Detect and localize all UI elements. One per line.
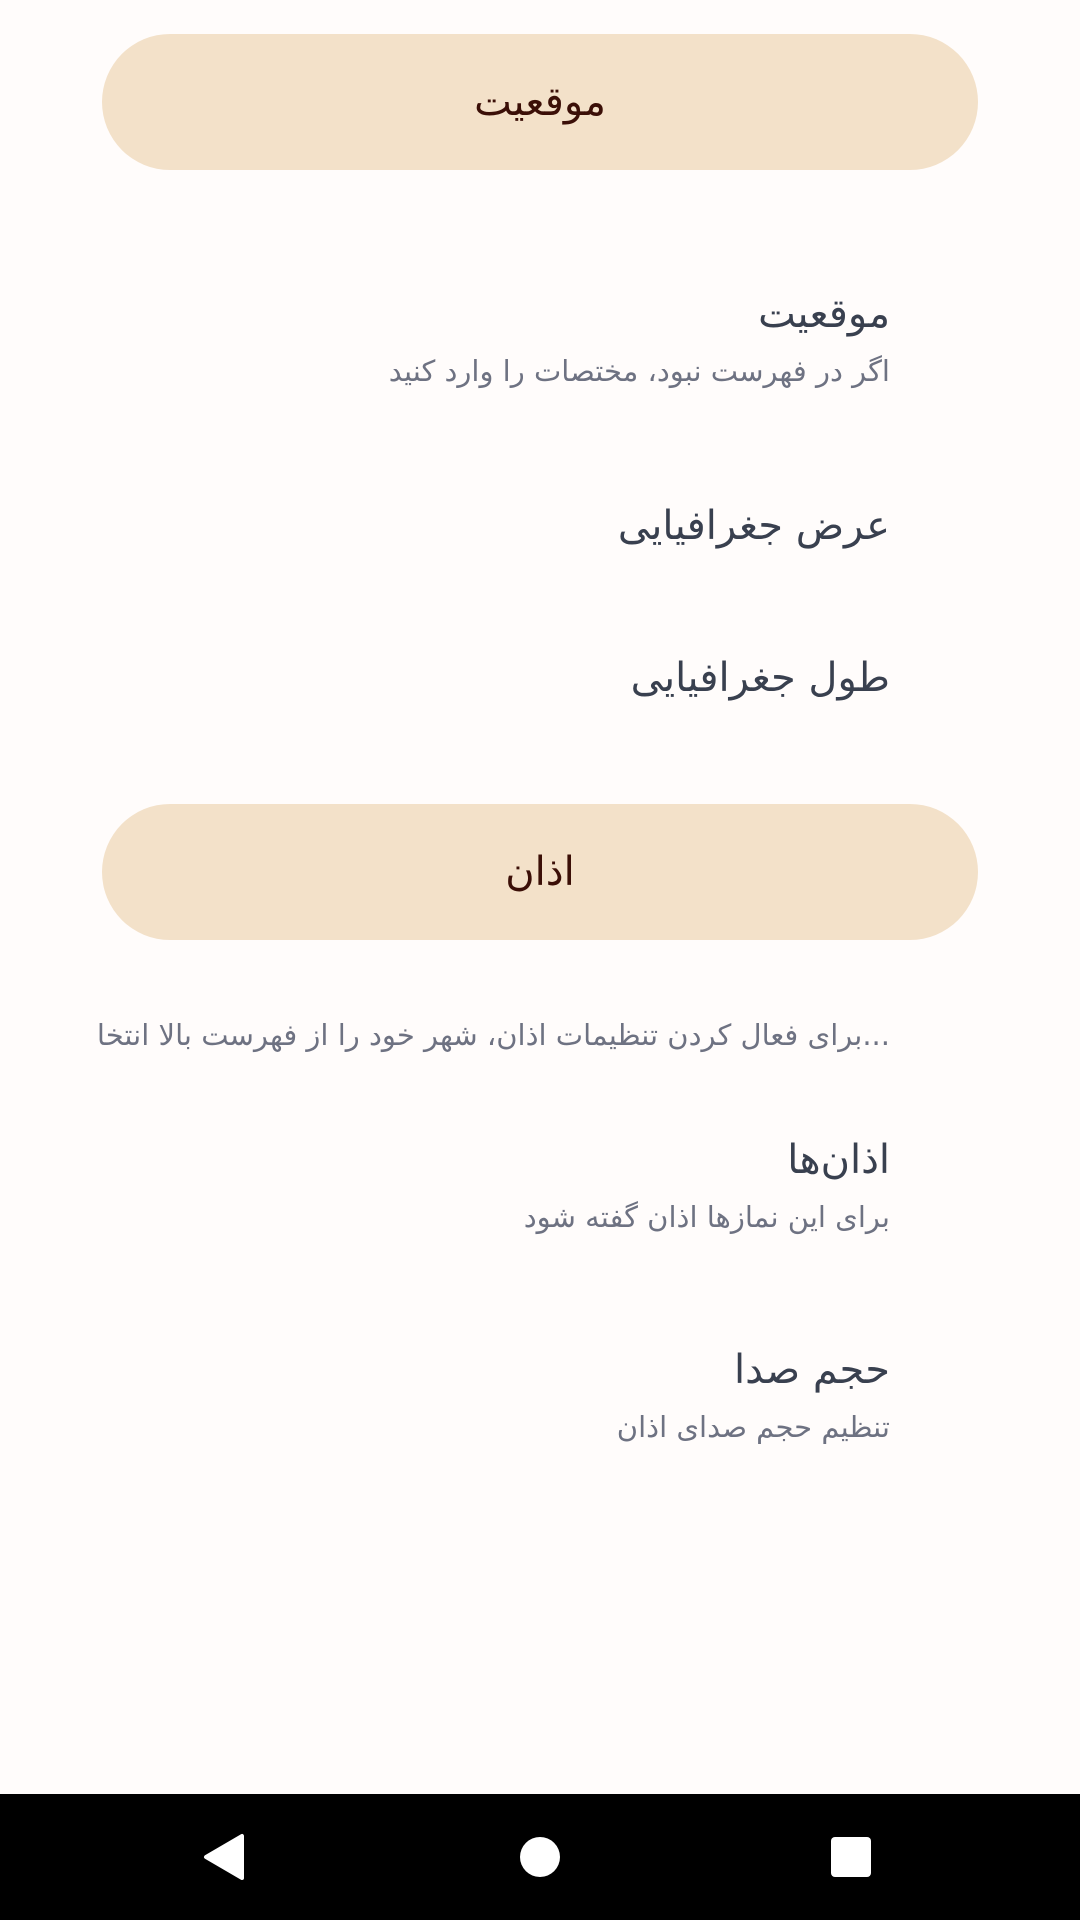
back-button[interactable] — [192, 1824, 258, 1890]
latitude-preference-title: عرض جغرافیایی — [617, 503, 890, 549]
volume-preference-title: حجم صدا — [734, 1347, 890, 1393]
location-preference[interactable] — [40, 290, 890, 390]
recents-square-icon — [826, 1832, 876, 1882]
adhans-preference[interactable] — [40, 1136, 890, 1236]
location-preference-title: موقعیت — [758, 291, 890, 337]
longitude-preference-title: طول جغرافیایی — [630, 655, 890, 701]
volume-preference-summary: تنظیم حجم صدای اذان — [616, 1410, 890, 1444]
system-navigation-bar — [0, 1794, 1080, 1920]
adhan-info-text: ...برای فعال کردن تنظیمات اذان، شهر خود را از فهرست بالا انتخا — [96, 1018, 890, 1052]
adhans-preference-summary: برای این نمازها اذان گفته شود — [523, 1200, 890, 1234]
adhans-preference-title: اذان‌ها — [787, 1137, 890, 1183]
home-circle-icon — [515, 1832, 565, 1882]
location-preference-summary: اگر در فهرست نبود، مختصات را وارد کنید — [388, 354, 890, 388]
adhan-section-label: اذان — [505, 849, 575, 895]
volume-preference[interactable] — [40, 1346, 890, 1446]
back-triangle-icon — [200, 1832, 250, 1882]
recents-button[interactable] — [818, 1824, 884, 1890]
latitude-preference[interactable] — [40, 502, 890, 550]
adhan-section-header[interactable] — [102, 804, 978, 940]
home-button[interactable] — [507, 1824, 573, 1890]
location-section-label: موقعیت — [474, 79, 606, 125]
location-section-header[interactable] — [102, 34, 978, 170]
longitude-preference[interactable] — [40, 654, 890, 702]
